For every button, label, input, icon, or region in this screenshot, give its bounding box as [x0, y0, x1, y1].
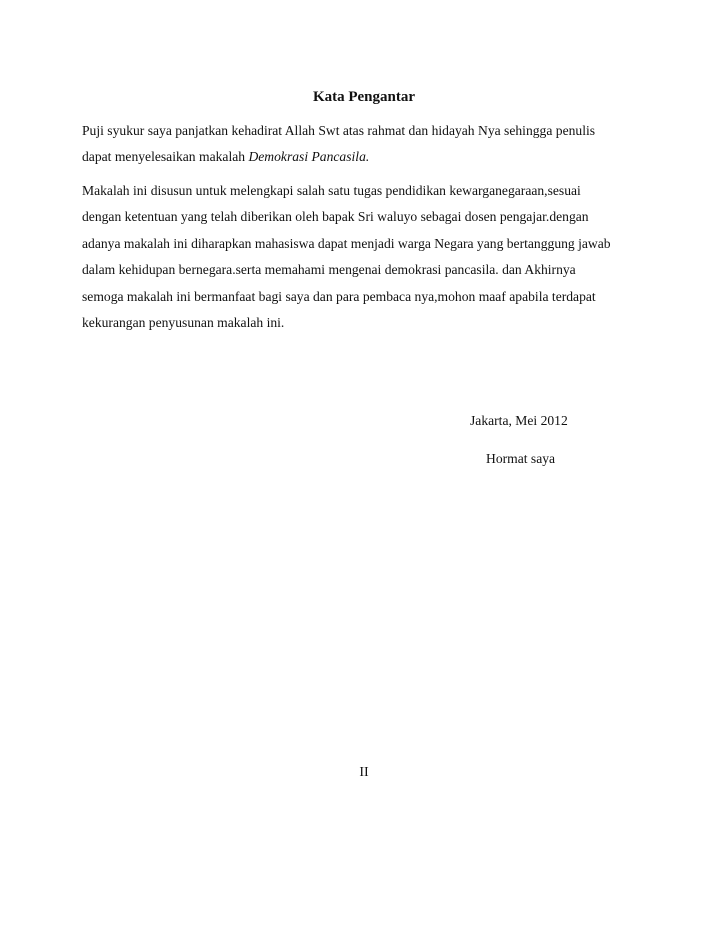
paragraph-intro-line-2-prefix: dapat menyelesaikan makalah: [82, 149, 249, 165]
paragraph-purpose-line-6: kekurangan penyusunan makalah ini.: [82, 315, 285, 331]
paragraph-purpose-line-4: dalam kehidupan bernegara.serta memahami mengenai demokrasi pancasila. dan Akhirnya: [82, 262, 576, 278]
paragraph-intro-line-1: Puji syukur saya panjatkan kehadirat Allah Swt atas rahmat dan hidayah Nya sehingga penulis: [82, 123, 596, 138]
paragraph-intro: [82, 118, 652, 171]
paragraph-purpose: [82, 178, 652, 336]
paragraph-purpose-line-1: Makalah ini disusun untuk melengkapi salah satu tugas pendidikan kewarganegaraan,sesuai: [82, 183, 581, 198]
page-number: [0, 764, 728, 782]
document-title: [0, 88, 728, 106]
title-text: Kata Pengantar: [312, 89, 416, 105]
paragraph-purpose-line-2: dengan ketentuan yang telah diberikan oleh bapak Sri waluyo sebagai dosen pengajar.dengan: [82, 209, 589, 225]
signature-place-date: Jakarta, Mei 2012: [470, 413, 568, 428]
paragraph-purpose-line-3: adanya makalah ini diharapkan mahasiswa dapat menjadi warga Negara yang bertanggung jawab: [82, 235, 611, 251]
paragraph-purpose-line-5: semoga makalah ini bermanfaat bagi saya dan para pembaca nya,mohon maaf apabila terdapat: [82, 288, 596, 304]
page-number-text: II: [359, 765, 369, 780]
paper-title-italic: Demokrasi Pancasila.: [248, 149, 370, 165]
paragraph-intro-line-2: [82, 144, 652, 170]
signature-closing: Hormat saya: [486, 451, 556, 466]
